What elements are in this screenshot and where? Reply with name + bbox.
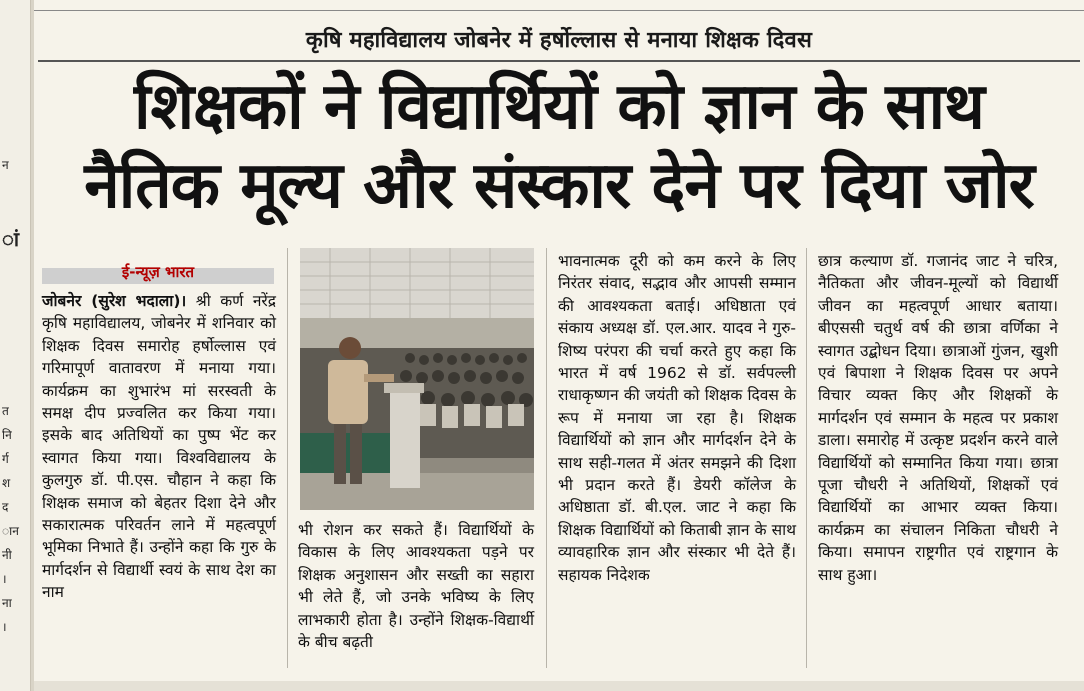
strip-fragment: ना — [2, 596, 12, 610]
top-divider — [34, 10, 1084, 11]
strip-fragment: । — [2, 620, 7, 634]
strip-fragment: । — [2, 572, 7, 586]
column-2-text: भी रोशन कर सकते हैं। विद्यार्थियों के विकास के लिए आवश्यकता पड़ने पर शिक्षक अनुशासन और सख्ती का सहारा भी लेते हैं, जो उनके भविष्य के लिए लाभकारी होता है। उन्होंने शिक्षक-विद्यार्थी के बीच बढ़ती — [298, 521, 534, 652]
column-4-text: छात्र कल्याण डॉ. गजानंद जाट ने चरित्र, नैतिकता और जीवन-मूल्यों को विद्यार्थी जीवन का महत्वपूर्ण आधार बताया। बीएससी चतुर्थ वर्ष की छात्रा वर्णिका ने स्वागत उद्बोधन दिया। छात्राओं गुंजन, खुशी एवं बिपाशा ने शिक्षक दिवस पर अपने विचार व्यक्त किए और शिक्षकों के मार्गदर्शन एवं सम्मान के महत्व पर प्रकाश डाला। समारोह में उत्कृष्ट प्रदर्शन करने वाले विद्यार्थियों को सम्मानित किया गया। छात्रा पूजा चौधरी ने अतिथियों, शिक्षकों एवं विद्यार्थियों का आभार व्यक्त किया। कार्यक्रम का संचालन निकिता चौधरी ने किया। समापन राष्ट्रगीत एवं राष्ट्रगान के साथ हुआ। — [818, 252, 1058, 584]
strip-fragment: न — [2, 158, 9, 172]
dateline: जोबनेर (सुरेश भदाला)। — [42, 292, 187, 310]
column-3 — [558, 250, 796, 586]
headline-line-1: शिक्षकों ने विद्यार्थियों को ज्ञान के साथ — [134, 70, 984, 144]
strip-fragment: श — [2, 476, 11, 490]
column-divider — [546, 248, 547, 668]
column-3-text: भावनात्मक दूरी को कम करने के लिए निरंतर संवाद, सद्भाव और आपसी सम्मान की आवश्यकता बताई। अधिष्ठाता एवं संकाय अध्यक्ष डॉ. एल.आर. यादव ने गुरु-शिष्य परंपरा की चर्चा करते हुए कहा कि भारत में वर्ष 1962 से डॉ. सर्वपल्ली राधाकृष्णन की जयंती को शिक्षक दिवस के रूप में मनाया जा रहा है। शिक्षक विद्यार्थियों को ज्ञान और मार्गदर्शन देने के साथ सही-गलत में अंतर समझने की दिशा भी प्रदान करते हैं। डेयरी कॉलेज के अधिष्ठाता डॉ. बी.एल. जाट ने कहा कि शिक्षक विद्यार्थियों को किताबी ज्ञान के साथ व्यावहारिक ज्ञान और संस्कार भी देते हैं। सहायक निदेशक — [558, 252, 796, 584]
strip-fragment: त — [2, 404, 9, 418]
column-divider — [806, 248, 807, 668]
headline-line-2: नैतिक मूल्य और संस्कार देने पर दिया जोर — [84, 149, 1034, 223]
adjacent-article-strip — [0, 0, 31, 691]
column-4 — [818, 250, 1058, 586]
strip-fragment: ान — [2, 524, 19, 538]
teachers-day-event-image — [300, 248, 534, 510]
event-photo — [300, 248, 534, 510]
kicker-divider — [38, 60, 1080, 62]
strip-fragment: द — [2, 500, 9, 514]
column-divider — [287, 248, 288, 668]
byline: ई-न्यूज़ भारत — [121, 263, 195, 281]
news-article — [34, 0, 1084, 691]
page-bottom-edge — [34, 681, 1084, 691]
column-1-text: श्री कर्ण नरेंद्र कृषि महाविद्यालय, जोबनेर में शनिवार को शिक्षक दिवस समारोह हर्षोल्लास एवं गरिमापूर्ण वातावरण में मनाया गया। कार्यक्रम का शुभारंभ मां सरस्वती के समक्ष दीप प्रज्वलित कर किया गया। इसके बाद अतिथियों का पुष्प भेंट कर स्वागत किया गया। विश्वविद्यालय के कुलगुरु डॉ. पी.एस. चौहान ने कहा कि शिक्षक समाज को बेहतर दिशा देने और सकारात्मक परिवर्तन लाने में महत्वपूर्ण भूमिका निभाते हैं। उन्होंने कहा कि गुरु के मार्गदर्शन से विद्यार्थी स्वयं के साथ देश का नाम — [42, 292, 276, 602]
column-2 — [298, 519, 534, 653]
column-1 — [42, 290, 276, 604]
strip-fragment: र्ग — [2, 452, 9, 466]
strip-fragment: नी — [2, 548, 12, 562]
strip-fragment: ां — [2, 227, 20, 251]
strip-fragment: नि — [2, 428, 12, 442]
kicker-headline: कृषि महाविद्यालय जोबनेर में हर्षोल्लास से मनाया शिक्षक दिवस — [305, 28, 813, 53]
